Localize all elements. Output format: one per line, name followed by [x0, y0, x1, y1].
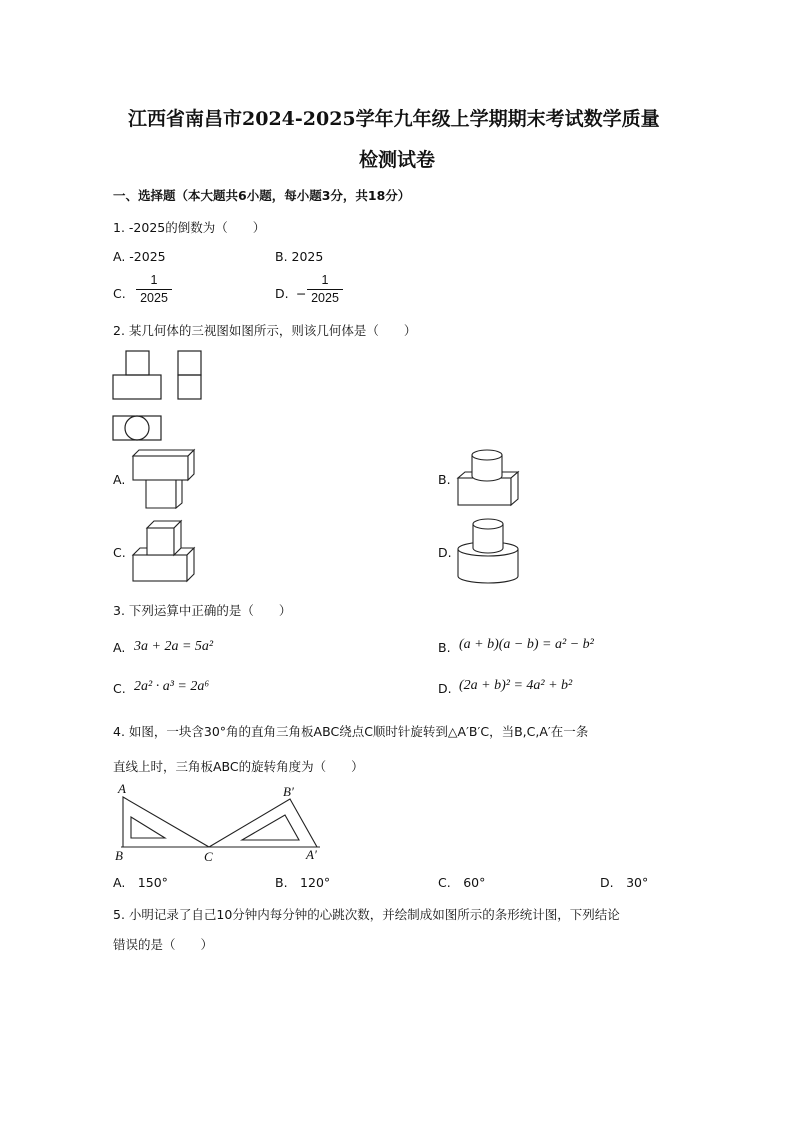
top-view — [113, 416, 161, 440]
q1-option-c-fraction — [136, 273, 172, 306]
fraction-bar — [136, 289, 172, 290]
q1-option-b: B. 2025 — [275, 249, 324, 264]
q2-option-d-figure — [457, 518, 523, 584]
q3-option-a-label: A. — [113, 640, 126, 655]
question-4-stem-line2: 直线上时，三角板ABC的旋转角度为（ ） — [113, 759, 364, 774]
section-heading: 一、选择题（本大题共6小题，每小题3分，共18分） — [113, 188, 411, 203]
question-5-stem-line1: 5. 小明记录了自己10分钟内每分钟的心跳次数，并绘制成如图所示的条形统计图，下列结论 — [113, 907, 620, 922]
triangle-a-prime-b-prime-c-inner — [242, 815, 299, 840]
q4-option-c: C. 60° — [438, 875, 486, 890]
point-label-b: B — [115, 848, 123, 863]
q2-option-c-figure — [132, 519, 198, 583]
page-title-line2: 检测试卷 — [359, 149, 436, 171]
question-5-stem-line2: 错误的是（ ） — [113, 937, 214, 952]
point-label-c: C — [204, 849, 213, 864]
q3-option-c-label: C. — [113, 681, 126, 696]
q2-option-d-label: D. — [438, 545, 452, 560]
q3-option-b-expression: (a + b)(a − b) = a² − b² — [459, 637, 594, 652]
side-view — [178, 351, 201, 399]
fraction-numerator: 1 — [150, 273, 158, 287]
q3-option-a-expression: 3a + 2a = 5a² — [134, 639, 214, 654]
question-1-stem: 1. -2025的倒数为（ ） — [113, 220, 266, 235]
q3-option-b-label: B. — [438, 640, 451, 655]
three-views-figure — [112, 351, 212, 443]
q3-option-d-label: D. — [438, 681, 452, 696]
q2-option-b-figure — [457, 450, 523, 508]
question-2-stem: 2. 某几何体的三视图如图所示，则该几何体是（ ） — [113, 323, 417, 338]
q4-option-a: A. 150° — [113, 875, 168, 890]
point-label-b-prime: B′ — [283, 784, 294, 799]
q1-option-a: A. -2025 — [113, 249, 166, 264]
fraction-bar — [307, 289, 343, 290]
q4-option-d: D. 30° — [600, 875, 649, 890]
q4-option-b: B. 120° — [275, 875, 331, 890]
fraction-denominator: 2025 — [140, 291, 168, 305]
page-title: 江西省南昌市2024-2025学年九年级上学期期末考试数学质量 — [128, 108, 660, 130]
q3-option-d-expression: (2a + b)² = 4a² + b² — [459, 678, 573, 693]
triangle-abc-inner — [131, 817, 165, 838]
q1-option-d-fraction — [307, 273, 343, 306]
triangle-abc — [123, 797, 209, 847]
fraction-denominator: 2025 — [311, 291, 339, 305]
q2-option-c-label: C. — [113, 545, 126, 560]
q2-option-a-figure — [132, 448, 198, 512]
fraction-numerator: 1 — [321, 273, 329, 287]
q1-option-c-label: C. — [113, 286, 126, 301]
q2-option-b-label: B. — [438, 472, 451, 487]
front-view — [113, 351, 161, 399]
point-label-a: A — [118, 781, 126, 796]
point-label-a-prime: A′ — [306, 847, 317, 862]
q1-option-d-sign: − — [296, 286, 307, 301]
q1-option-d-label: D. — [275, 286, 289, 301]
rotation-triangles-figure — [112, 783, 327, 865]
q2-option-a-label: A. — [113, 472, 126, 487]
q3-option-c-expression: 2a² · a³ = 2a⁶ — [134, 679, 210, 694]
question-4-stem-line1: 4. 如图，一块含30°角的直角三角板ABC绕点C顺时针旋转到△A′B′C，当B,C,A′在一条 — [113, 724, 589, 739]
question-3-stem: 3. 下列运算中正确的是（ ） — [113, 603, 292, 618]
